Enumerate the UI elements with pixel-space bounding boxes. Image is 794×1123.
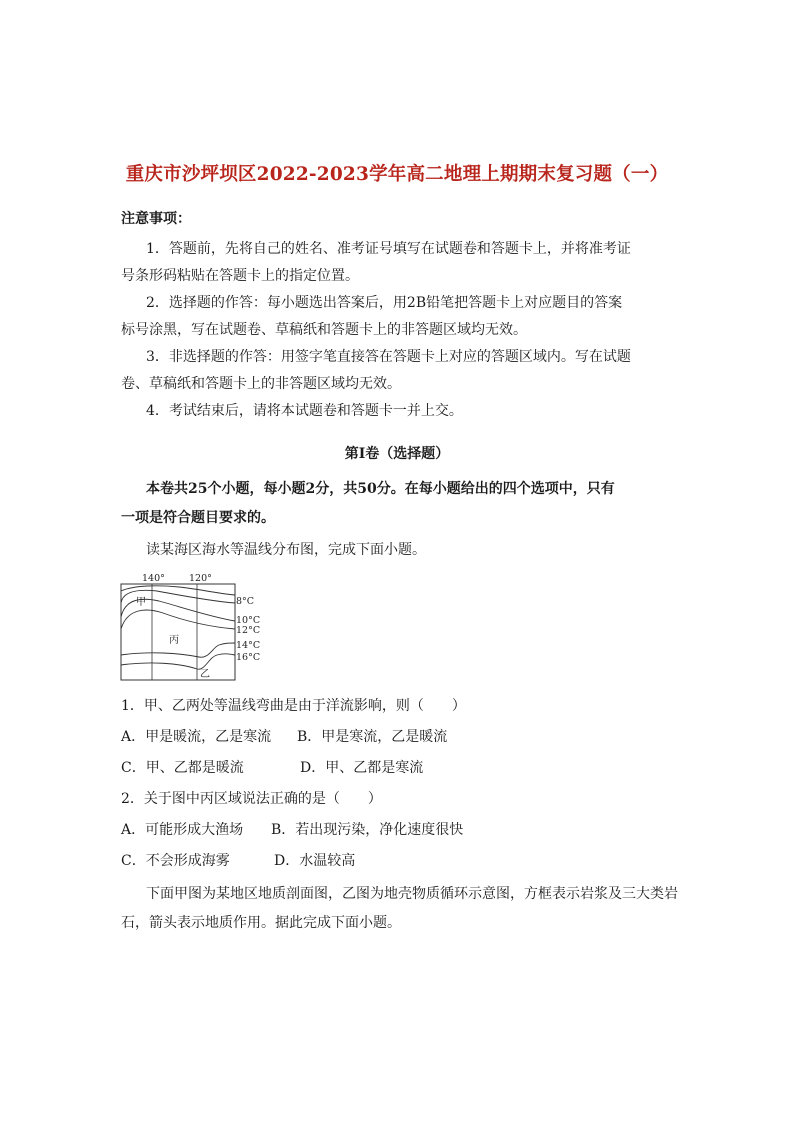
notice-heading: 注意事项： [121,211,191,227]
isotherm-label-8: 8°C [236,596,255,607]
notice-item-1-line-2: 号条形码粘贴在答题卡上的指定位置。 [121,268,359,284]
q2-option-a: A．可能形成大渔场 [121,822,244,838]
isotherm-label-14: 14°C [236,640,261,651]
page-title: 重庆市沙坪坝区2022-2023学年高二地理上期期末复习题（一） [125,164,669,185]
q1-stem: 1．甲、乙两处等温线弯曲是由于洋流影响，则（ ） [121,698,466,714]
isotherm-label-16: 16°C [236,652,261,663]
section-heading: 第Ⅰ卷（选择题） [344,446,450,462]
q2-stem: 2．关于图中丙区域说法正确的是（ ） [121,791,382,807]
notice-item-2-line-1: 2．选择题的作答：每小题选出答案后，用2B铅笔把答题卡上对应题目的答案 [146,295,623,311]
longitude-120-label: 120° [189,573,212,584]
isotherm-figure [119,571,269,683]
isotherm-label-12: 12°C [236,625,261,636]
isotherm-line [121,610,235,629]
isotherm-line [121,654,235,669]
group2-prompt-line-1: 下面甲图为某地区地质剖面图，乙图为地壳物质循环示意图，方框表示岩浆及三大类岩 [146,886,678,902]
notice-item-1-line-1: 1．答题前，先将自己的姓名、准考证号填写在试题卷和答题卡上，并将准考证 [146,241,631,257]
region-bing-label: 丙 [169,635,179,646]
q2-option-b: B．若出现污染，净化速度很快 [271,822,464,838]
notice-item-2-line-2: 标号涂黑，写在试题卷、草稿纸和答题卡上的非答题区域均无效。 [121,322,527,338]
q2-option-c: C．不会形成海雾 [121,853,230,869]
q2-option-d: D．水温较高 [274,853,356,869]
q1-option-c: C．甲、乙都是暖流 [121,760,244,776]
longitude-140-label: 140° [142,573,165,584]
isotherm-label-10: 10°C [236,615,261,626]
q1-option-a: A．甲是暖流，乙是寒流 [121,729,272,745]
region-yi-label: 乙 [200,669,210,680]
notice-item-4: 4．考试结束后，请将本试题卷和答题卡一并上交。 [146,403,463,419]
q1-option-b: B．甲是寒流，乙是暖流 [297,729,448,745]
q1-option-d: D．甲、乙都是寒流 [300,760,424,776]
group1-prompt: 读某海区海水等温线分布图，完成下面小题。 [146,542,426,558]
section-intro-line-2: 一项是符合题目要求的。 [121,510,275,526]
group2-prompt-line-2: 石，箭头表示地质作用。据此完成下面小题。 [121,915,401,931]
notice-item-3-line-2: 卷、草稿纸和答题卡上的非答题区域均无效。 [121,376,401,392]
notice-item-3-line-1: 3．非选择题的作答：用签字笔直接答在答题卡上对应的答题区域内。写在试题 [146,349,631,365]
region-jia-label: 甲 [136,597,146,608]
section-intro-line-1: 本卷共25个小题，每小题2分，共50分。在每小题给出的四个选项中，只有 [146,481,615,497]
